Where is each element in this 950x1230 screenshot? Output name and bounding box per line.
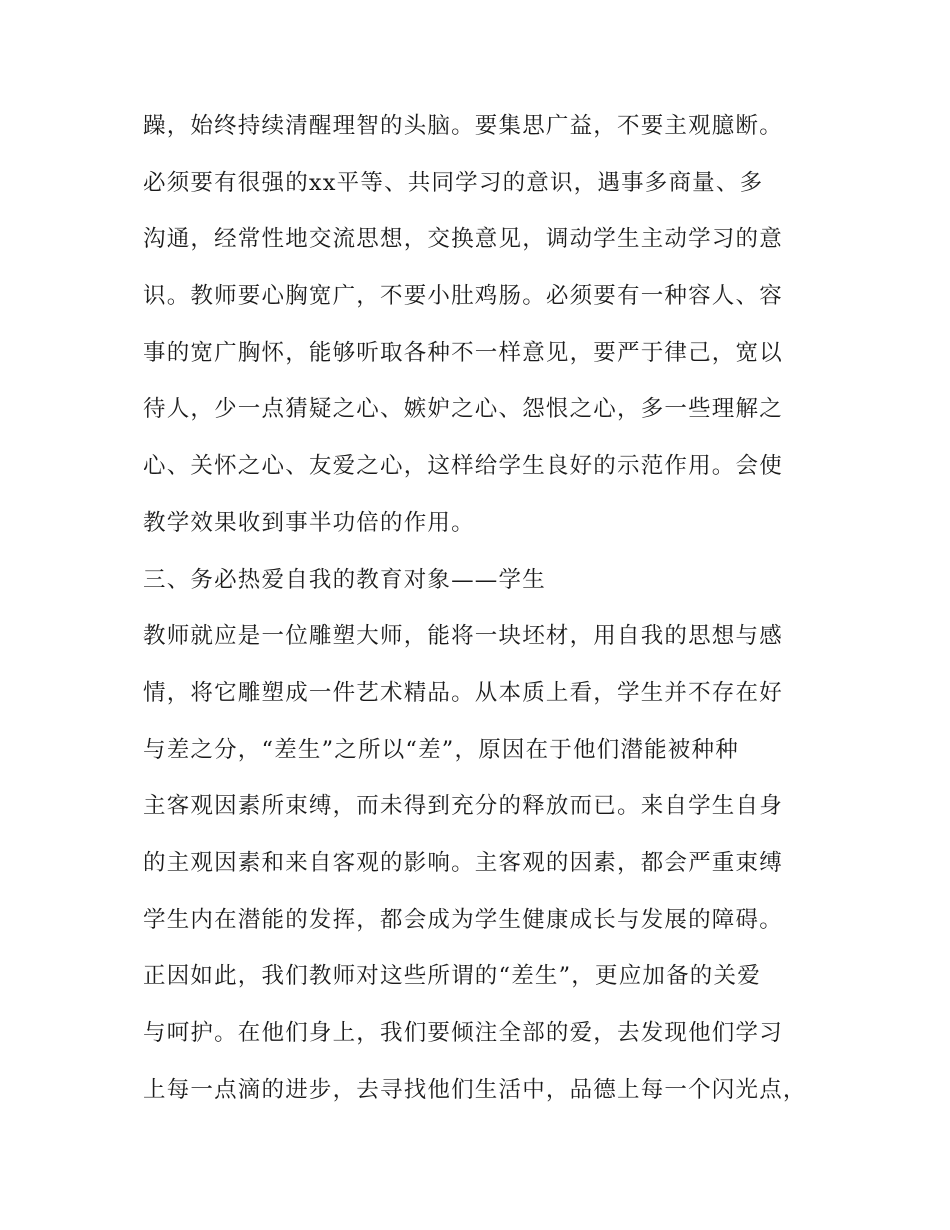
- text-line: 学生内在潜能的发挥，都会成为学生健康成长与发展的障碍。: [143, 906, 783, 933]
- text-line: 与差之分，“差生”之所以“差”，原因在于他们潜能被种种: [143, 736, 739, 763]
- text-line: 的主观因素和来自客观的影响。主客观的因素，都会严重束缚: [143, 849, 783, 876]
- text-line: 情，将它雕塑成一件艺术精品。从本质上看，学生并不存在好: [143, 679, 783, 706]
- text-line: 教师就应是一位雕塑大师，能将一块坯材，用自我的思想与感: [143, 623, 783, 650]
- text-line: 识。教师要心胸宽广，不要小肚鸡肠。必须要有一种容人、容: [143, 283, 783, 310]
- text-line: 心、关怀之心、友爱之心，这样给学生良好的示范作用。会使: [143, 453, 783, 480]
- text-line: 正因如此，我们教师对这些所谓的“差生”，更应加备的关爱: [143, 963, 761, 990]
- section-heading: 三、务必热爱自我的教育对象——学生: [143, 566, 546, 593]
- text-line: 待人，少一点猜疑之心、嫉妒之心、怨恨之心，多一些理解之: [143, 396, 783, 423]
- text-line: 躁，始终持续清醒理智的头脑。要集思广益，不要主观臆断。: [143, 113, 783, 139]
- text-line: 主客观因素所束缚，而未得到充分的释放而已。来自学生自身: [143, 793, 783, 820]
- text-line: 沟通，经常性地交流思想，交换意见，调动学生主动学习的意: [143, 226, 783, 253]
- text-line: 事的宽广胸怀，能够听取各种不一样意见，要严于律己，宽以: [143, 339, 783, 366]
- text-line: 必须要有很强的xx平等、共同学习的意识，遇事多商量、多: [143, 169, 764, 196]
- text-line: 与呵护。在他们身上，我们要倾注全部的爱，去发现他们学习: [143, 1020, 783, 1046]
- text-line: 教学效果收到事半功倍的作用。: [143, 509, 475, 536]
- body-text: [143, 104, 843, 1124]
- text-line: 上每一点滴的进步，去寻找他们生活中，品德上每一个闪光点，: [143, 1076, 807, 1103]
